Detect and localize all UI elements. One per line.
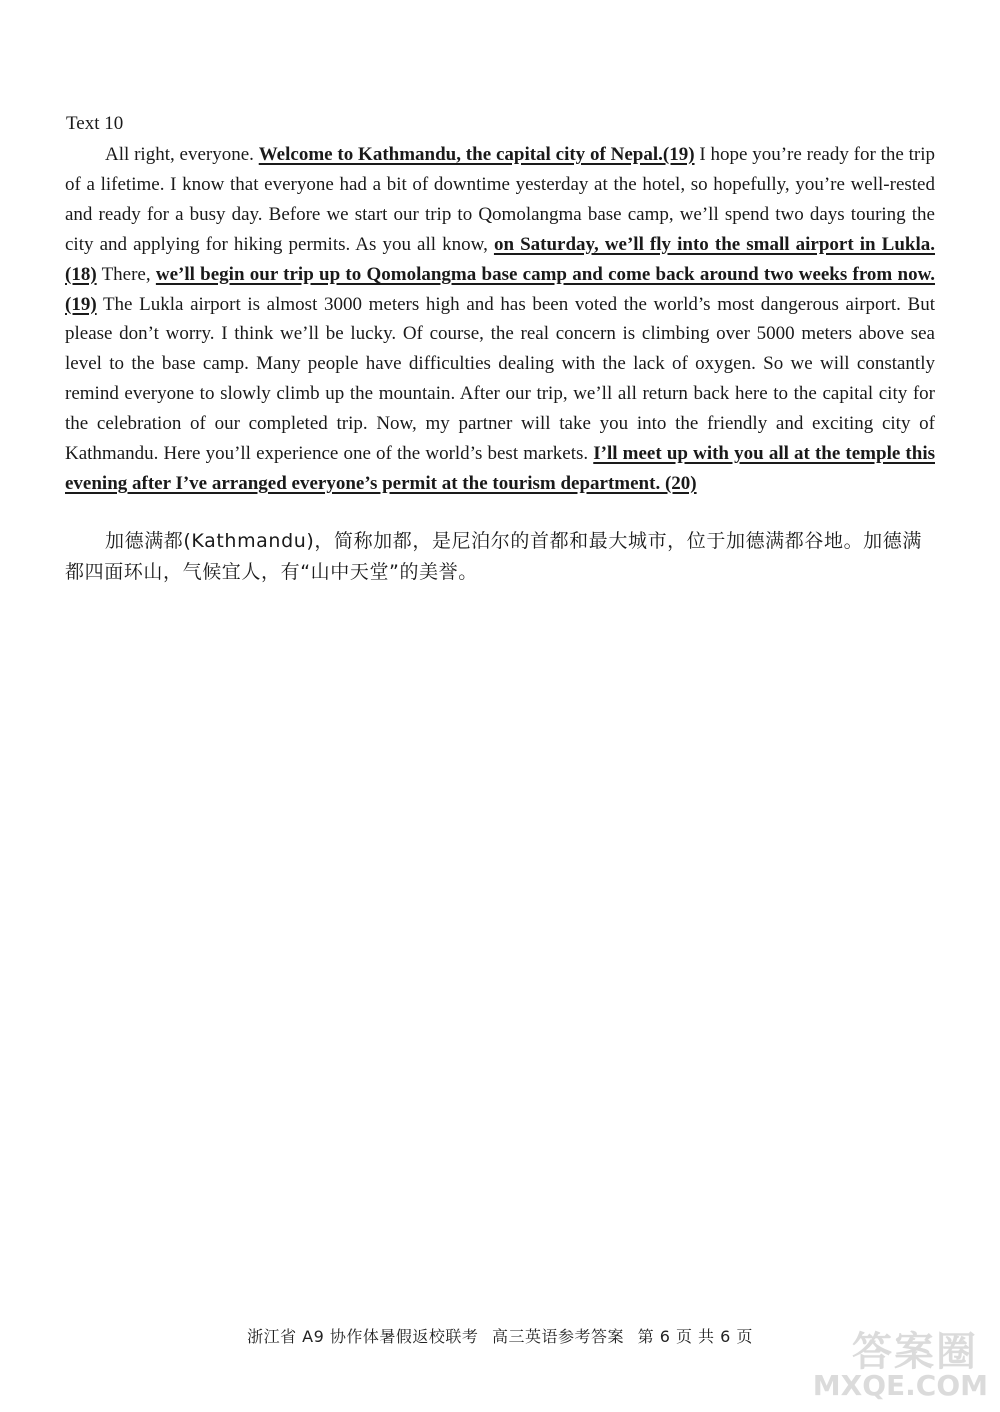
footer-exam-name: 浙江省 A9 协作体暑假返校联考 bbox=[247, 1327, 479, 1346]
answer-highlight: on Saturday, we’ll fly into the small airport in Lukla.(18) bbox=[65, 233, 935, 285]
transcript-text: I hope you’re ready for the trip of a lifetime. I know that everyone had a bit of downtime yesterday at the hotel, so hopefully, you’re well-rested and ready for a busy day. Before we start our trip to Qomolangma base camp, we’ll spend two days touring the city and applying for hiking permits. As you all know, bbox=[65, 144, 935, 255]
footer-page-number: 第 6 页 共 6 页 bbox=[637, 1327, 753, 1346]
watermark-logo bbox=[813, 1320, 988, 1402]
listening-transcript bbox=[65, 140, 935, 499]
answer-highlight: we’ll begin our trip up to Qomolangma base camp and come back around two weeks from now.(19) bbox=[65, 263, 935, 315]
transcript-text: All right, everyone. bbox=[105, 144, 259, 165]
transcript-text: The Lukla airport is almost 3000 meters high and has been voted the world’s most dangerous airport. But please don’t worry. I think we’ll be lucky. Of course, the real concern is climbing over 5000 meters above sea level to the base camp. Many people have difficulties dealing with the lack of oxygen. So we will constantly remind everyone to slowly climb up the mountain. After our trip, we’ll all return back here to the capital city for the celebration of our completed trip. Now, my partner will take you into the friendly and exciting city of Kathmandu. Here you’ll experience one of the world’s best markets. bbox=[65, 293, 935, 465]
watermark-cn-text: 答案圈 bbox=[852, 1329, 978, 1375]
answer-highlight: I’ll meet up with you all at the temple this evening after I’ve arranged everyone’s permit at the tourism department. (20) bbox=[65, 443, 935, 494]
section-heading: Text 10 bbox=[66, 113, 124, 134]
transcript-text: There, bbox=[96, 263, 156, 285]
footer-subject: 高三英语参考答案 bbox=[492, 1327, 625, 1346]
answer-highlight: Welcome to Kathmandu, the capital city of Nepal.(19) bbox=[258, 144, 695, 165]
watermark-en-text: MXQE.COM bbox=[812, 1369, 988, 1402]
chinese-note: 加德满都(Kathmandu)，简称加都，是尼泊尔的首都和最大城市，位于加德满都谷地。加德满都四面环山，气候宜人，有“山中天堂”的美誉。 bbox=[65, 530, 922, 583]
